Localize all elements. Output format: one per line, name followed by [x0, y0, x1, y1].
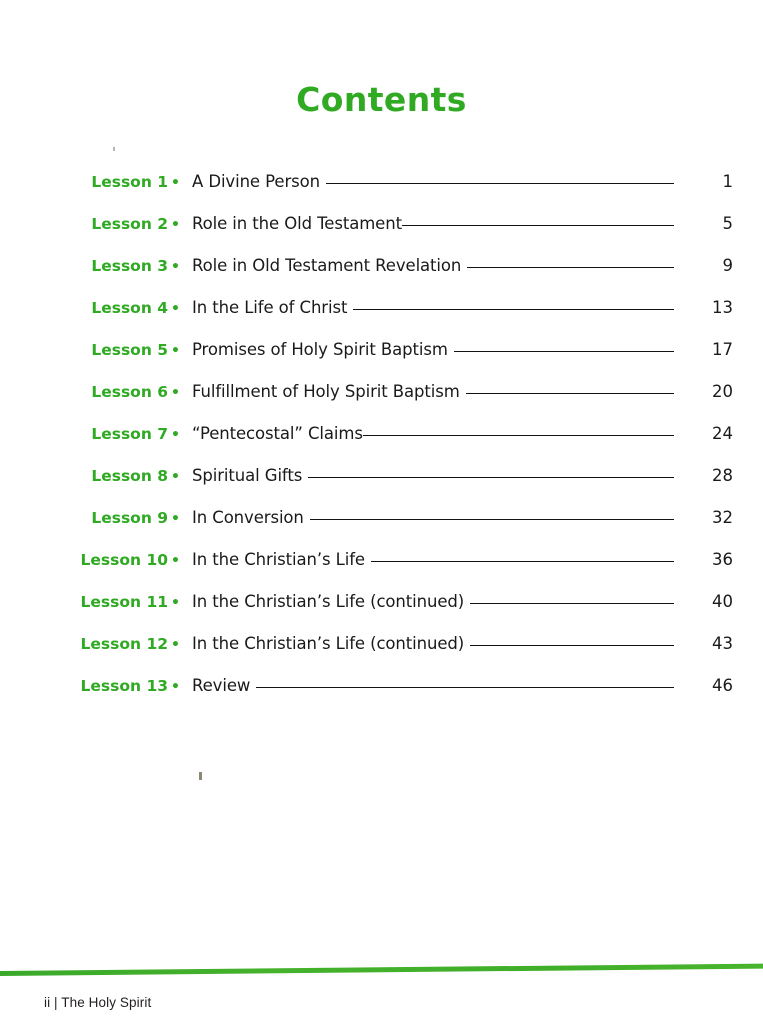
page-title: Contents [296, 80, 467, 119]
toc-page-number: 20 [712, 382, 733, 401]
toc-entry-title: Role in the Old Testament [192, 214, 402, 233]
toc-lesson-number: Lesson 3 [91, 257, 169, 275]
toc-entry-title: Promises of Holy Spirit Baptism [192, 340, 448, 359]
toc-entry-body [180, 298, 707, 317]
toc-entry[interactable] [0, 496, 763, 538]
bullet-icon: • [171, 259, 180, 275]
toc-lesson-number: Lesson 5 [91, 341, 169, 359]
toc-leader-rule [326, 183, 674, 184]
toc-lesson-label [55, 635, 180, 653]
toc-lesson-number: Lesson 1 [91, 173, 169, 191]
toc-lesson-number: Lesson 8 [91, 467, 169, 485]
toc-page-number: 24 [712, 424, 733, 443]
toc-entry[interactable] [0, 622, 763, 664]
toc-leader-rule [310, 519, 674, 520]
toc-page-number: 1 [722, 172, 733, 191]
toc-page-number: 32 [712, 508, 733, 527]
toc-entry[interactable] [0, 454, 763, 496]
toc-page-number: 40 [712, 592, 733, 611]
toc-leader-rule [466, 393, 674, 394]
toc-entry-title: In the Christian’s Life [192, 550, 365, 569]
bullet-icon: • [171, 217, 180, 233]
toc-page-number: 43 [712, 634, 733, 653]
toc-entry-body [180, 676, 707, 695]
toc-entry-title: Role in Old Testament Revelation [192, 256, 462, 275]
toc-entry-title: In the Life of Christ [192, 298, 348, 317]
bullet-icon: • [171, 637, 180, 653]
bullet-icon: • [171, 427, 180, 443]
toc-lesson-number: Lesson 10 [80, 551, 169, 569]
bullet-icon: • [171, 469, 180, 485]
toc-entry-title: A Divine Person [192, 172, 320, 191]
toc-entry-title: Review [192, 676, 251, 695]
toc-entry-title: Spiritual Gifts [192, 466, 303, 485]
toc-entry-body [180, 634, 707, 653]
toc-page-number: 17 [712, 340, 733, 359]
toc-entry[interactable] [0, 580, 763, 622]
toc-lesson-label [55, 341, 180, 359]
toc-entry-body [180, 424, 707, 443]
toc-entry-body [180, 214, 707, 233]
toc-entry[interactable] [0, 412, 763, 454]
toc-lesson-label [55, 677, 180, 695]
toc-entry-body [180, 256, 707, 275]
toc-entry-body [180, 550, 707, 569]
toc-entry[interactable] [0, 160, 763, 202]
toc-entry-title: In Conversion [192, 508, 304, 527]
toc-entry-body [180, 466, 707, 485]
toc-entry-title: Fulfillment of Holy Spirit Baptism [192, 382, 460, 401]
toc-entry-body [180, 340, 707, 359]
toc-page-number: 13 [712, 298, 733, 317]
toc-lesson-label [55, 509, 180, 527]
toc-entry-title: “Pentecostal” Claims [192, 424, 363, 443]
toc-page-number: 36 [712, 550, 733, 569]
toc-lesson-label [55, 551, 180, 569]
bullet-icon: • [171, 301, 180, 317]
toc-entry[interactable] [0, 664, 763, 706]
toc-leader-rule [256, 687, 674, 688]
toc-lesson-number: Lesson 4 [91, 299, 169, 317]
toc-lesson-label [55, 257, 180, 275]
toc-entry[interactable] [0, 370, 763, 412]
toc-lesson-number: Lesson 9 [91, 509, 169, 527]
toc-lesson-number: Lesson 11 [80, 593, 169, 611]
toc-lesson-number: Lesson 7 [91, 425, 169, 443]
toc-leader-rule [402, 225, 674, 226]
bullet-icon: • [171, 385, 180, 401]
toc-entry-body [180, 382, 707, 401]
bullet-icon: • [171, 679, 180, 695]
toc-lesson-number: Lesson 12 [80, 635, 169, 653]
toc-leader-rule [353, 309, 674, 310]
toc-lesson-label [55, 215, 180, 233]
toc-page-number: 5 [722, 214, 733, 233]
toc-entry-body [180, 592, 707, 611]
toc-entry-body [180, 172, 707, 191]
toc-lesson-number: Lesson 13 [80, 677, 169, 695]
toc-lesson-label [55, 383, 180, 401]
toc-lesson-label [55, 467, 180, 485]
toc-leader-rule [371, 561, 674, 562]
toc-leader-rule [363, 435, 674, 436]
bullet-icon: • [171, 343, 180, 359]
toc-entry-title: In the Christian’s Life (continued) [192, 634, 465, 653]
toc-lesson-number: Lesson 2 [91, 215, 169, 233]
toc-lesson-label [55, 593, 180, 611]
toc-entry[interactable] [0, 286, 763, 328]
toc-leader-rule [308, 477, 674, 478]
toc-entry-title: In the Christian’s Life (continued) [192, 592, 465, 611]
toc-leader-rule [470, 645, 674, 646]
toc-leader-rule [467, 267, 674, 268]
toc-entry-body [180, 508, 707, 527]
bullet-icon: • [171, 595, 180, 611]
footer-label: ii | The Holy Spirit [44, 995, 152, 1010]
toc-lesson-label [55, 173, 180, 191]
table-of-contents [0, 160, 763, 706]
toc-lesson-number: Lesson 6 [91, 383, 169, 401]
footer-divider [0, 964, 763, 976]
bullet-icon: • [171, 553, 180, 569]
toc-entry[interactable] [0, 538, 763, 580]
toc-leader-rule [454, 351, 674, 352]
scan-artifact [113, 147, 115, 151]
toc-lesson-label [55, 425, 180, 443]
toc-entry[interactable] [0, 202, 763, 244]
toc-page-number: 9 [722, 256, 733, 275]
toc-page-number: 28 [712, 466, 733, 485]
toc-lesson-label [55, 299, 180, 317]
bullet-icon: • [171, 511, 180, 527]
toc-entry[interactable] [0, 244, 763, 286]
toc-page-number: 46 [712, 676, 733, 695]
toc-leader-rule [470, 603, 674, 604]
toc-entry[interactable] [0, 328, 763, 370]
bullet-icon: • [171, 175, 180, 191]
scan-artifact [199, 772, 202, 780]
